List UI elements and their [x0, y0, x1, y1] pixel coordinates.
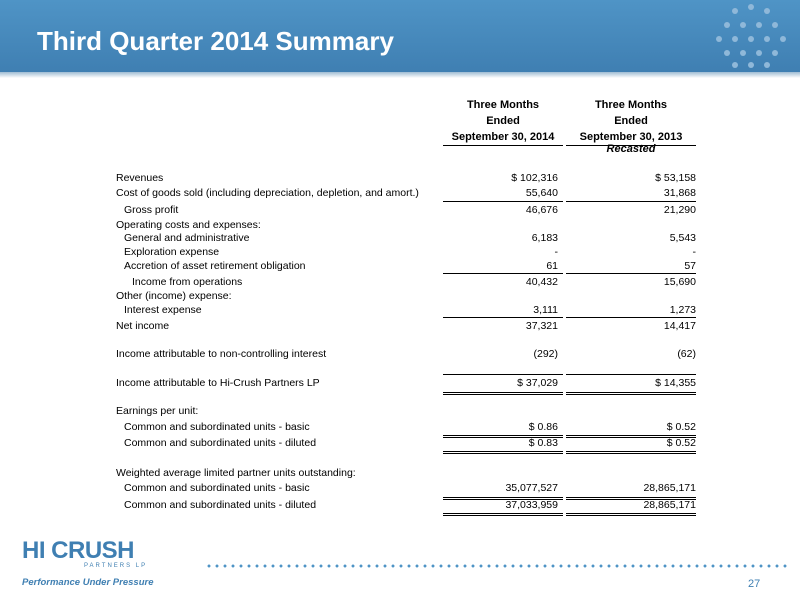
col2-line2: Ended — [614, 115, 648, 127]
value-2013: (62) — [677, 348, 696, 360]
value-2013: $ 0.52 — [666, 437, 696, 449]
recasted-note: Recasted — [606, 143, 656, 155]
value-2013: - — [692, 246, 696, 258]
total-double-rule — [443, 394, 563, 395]
value-2013: $ 14,355 — [655, 377, 696, 389]
total-double-rule — [566, 392, 696, 393]
subtotal-rule — [443, 317, 563, 318]
value-2014: 37,033,959 — [505, 499, 558, 511]
value-2014: 6,183 — [531, 232, 558, 244]
row-label: Income attributable to non-controlling interest — [116, 348, 327, 360]
table-row — [116, 275, 696, 290]
table-row — [116, 303, 696, 318]
value-2014: (292) — [533, 348, 558, 360]
row-label: Exploration expense — [124, 246, 220, 258]
table-row — [116, 347, 696, 362]
row-label: General and administrative — [124, 232, 250, 244]
total-double-rule — [566, 513, 696, 514]
value-2013: 31,868 — [663, 187, 696, 199]
value-2014: 40,432 — [525, 276, 558, 288]
value-2014: 46,676 — [525, 204, 558, 216]
row-label: Accretion of asset retirement obligation — [124, 260, 306, 272]
table-row — [116, 186, 696, 201]
value-2013: 15,690 — [663, 276, 696, 288]
value-2013: 28,865,171 — [643, 482, 696, 494]
subtotal-rule — [566, 201, 696, 202]
company-logo — [22, 537, 172, 597]
row-label: Interest expense — [124, 304, 202, 316]
value-2013: $ 0.52 — [666, 421, 696, 433]
total-double-rule — [443, 451, 563, 452]
total-double-rule — [566, 453, 696, 454]
value-2013: 1,273 — [669, 304, 696, 316]
row-label: Net income — [116, 320, 170, 332]
total-double-rule — [443, 513, 563, 514]
total-double-rule — [443, 453, 563, 454]
row-label: Income attributable to Hi-Crush Partners LP — [116, 377, 320, 389]
col2-line1: Three Months — [594, 99, 668, 111]
row-label: Common and subordinated units - basic — [124, 421, 310, 433]
subtotal-rule — [566, 317, 696, 318]
subtotal-rule — [566, 273, 696, 274]
table-row — [116, 259, 696, 274]
logo-subtext: PARTNERS LP — [84, 563, 148, 569]
value-2013: $ 53,158 — [655, 172, 696, 184]
table-row — [116, 245, 696, 260]
row-label: Gross profit — [124, 204, 179, 216]
total-double-rule — [443, 392, 563, 393]
value-2014: 61 — [546, 260, 558, 272]
table-row — [116, 498, 696, 513]
header-dot-pattern — [712, 4, 792, 68]
subtotal-rule — [443, 374, 563, 375]
table-row — [116, 319, 696, 334]
value-2013: 28,865,171 — [643, 499, 696, 511]
value-2014: 35,077,527 — [505, 482, 558, 494]
logo-wordmark: HI CRUSH — [22, 537, 135, 564]
table-row — [116, 171, 696, 186]
column-header-2013 — [566, 97, 696, 145]
footer-dot-line — [205, 564, 790, 568]
value-2014: $ 102,316 — [511, 172, 558, 184]
table-row — [116, 420, 696, 435]
table-row — [116, 404, 696, 419]
logo-tagline: Performance Under Pressure — [22, 577, 154, 588]
row-label: Common and subordinated units - diluted — [124, 499, 317, 511]
subtotal-rule — [443, 201, 563, 202]
value-2014: $ 0.86 — [528, 421, 558, 433]
value-2013: 5,543 — [669, 232, 696, 244]
total-double-rule — [566, 515, 696, 516]
col1-line1: Three Months — [466, 99, 540, 111]
table-row — [116, 481, 696, 496]
table-row — [116, 203, 696, 218]
table-row — [116, 376, 696, 391]
value-2014: 3,111 — [533, 304, 558, 316]
value-2014: - — [554, 246, 558, 258]
row-label: Other (income) expense: — [116, 290, 232, 302]
total-double-rule — [566, 451, 696, 452]
col1-line2: Ended — [486, 115, 520, 127]
value-2013: 21,290 — [663, 204, 696, 216]
table-row — [116, 466, 696, 481]
value-2014: $ 0.83 — [528, 437, 558, 449]
header-underline-2014 — [443, 145, 563, 146]
row-label: Earnings per unit: — [116, 405, 199, 417]
row-label: Weighted average limited partner units outstanding: — [116, 467, 356, 479]
row-label: Income from operations — [132, 276, 243, 288]
total-double-rule — [566, 394, 696, 395]
column-header-2014 — [443, 97, 563, 145]
table-row — [116, 436, 696, 451]
table-row — [116, 289, 696, 304]
col1-line3: September 30, 2014 — [451, 131, 555, 143]
row-label: Common and subordinated units - basic — [124, 482, 310, 494]
value-2013: 14,417 — [663, 320, 696, 332]
value-2014: $ 37,029 — [517, 377, 558, 389]
header-shadow — [0, 72, 800, 78]
row-label: Cost of goods sold (including depreciation, depletion, and amort.) — [116, 187, 419, 199]
value-2013: 57 — [684, 260, 696, 272]
total-double-rule — [443, 515, 563, 516]
subtotal-rule — [566, 374, 696, 375]
page-number: 27 — [748, 578, 761, 590]
value-2014: 37,321 — [525, 320, 558, 332]
col2-line3: September 30, 2013 — [579, 131, 683, 143]
row-label: Revenues — [116, 172, 164, 184]
page-title: Third Quarter 2014 Summary — [37, 26, 394, 56]
value-2014: 55,640 — [525, 187, 558, 199]
table-row — [116, 231, 696, 246]
row-label: Operating costs and expenses: — [116, 219, 261, 231]
row-label: Common and subordinated units - diluted — [124, 437, 317, 449]
subtotal-rule — [443, 273, 563, 274]
